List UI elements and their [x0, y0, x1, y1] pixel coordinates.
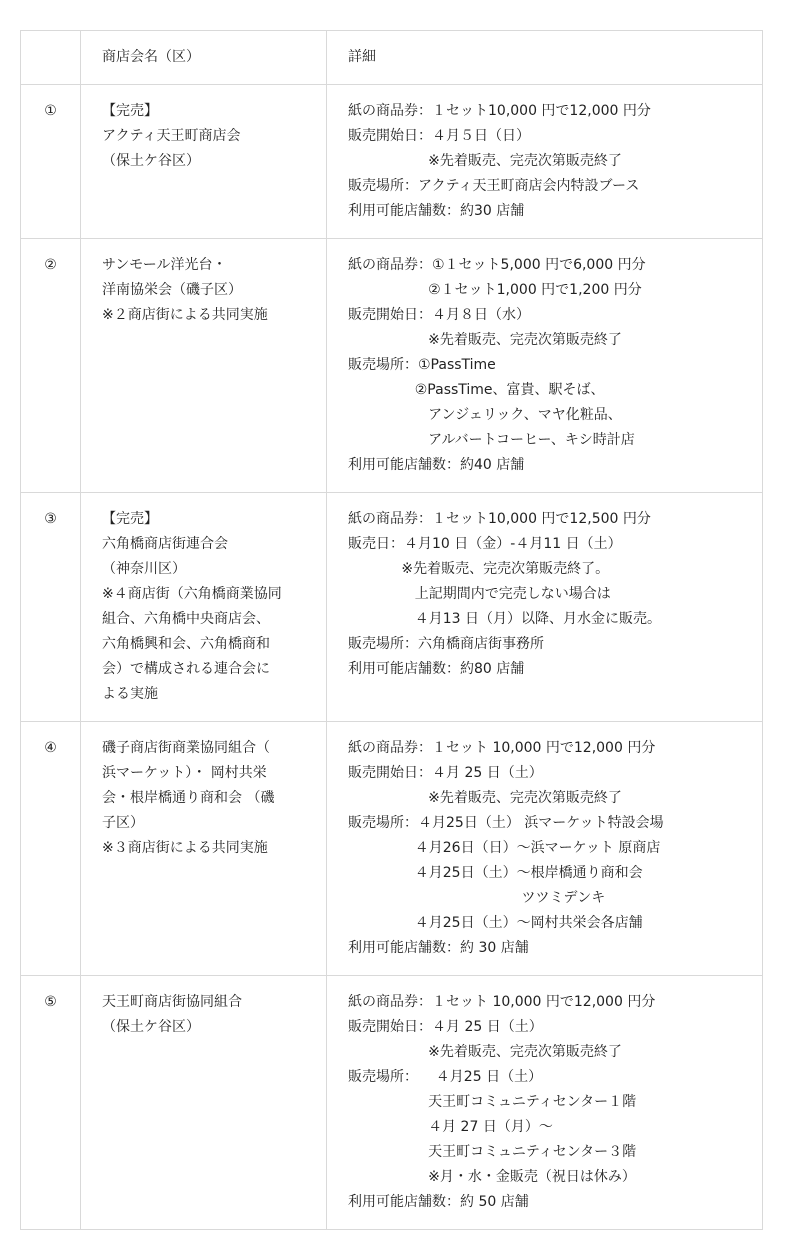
row-name-lines	[81, 976, 326, 1040]
header-blank-cell	[21, 31, 81, 85]
detail-line: 販売開始日：４月 25 日（土）	[348, 765, 543, 781]
shop-name-line: よる実施	[102, 686, 158, 702]
detail-line: ４月26日（日）～浜マーケット 原商店	[348, 840, 661, 856]
detail-line: ４月 27 日（月）～	[348, 1119, 553, 1135]
row-detail-lines	[327, 85, 762, 224]
shop-name-line: サンモール洋光台・	[102, 257, 227, 273]
shop-name-line: 六角橋興和会、六角橋商和	[102, 636, 270, 652]
row-detail-lines	[327, 722, 762, 961]
row-detail-cell	[327, 493, 763, 722]
detail-line: 紙の商品券：１セット 10,000 円で12,000 円分	[348, 994, 656, 1010]
row-number-cell	[21, 85, 81, 239]
shop-name-line: 【完売】	[102, 511, 158, 527]
detail-line: ※先着販売、完売次第販売終了	[348, 790, 622, 806]
row-detail-cell	[327, 85, 763, 239]
detail-line: ②PassTime、富貴、駅そば、	[348, 382, 605, 398]
detail-line: 利用可能店舗数：約30 店舗	[348, 203, 525, 219]
header-name-label: 商店会名（区）	[102, 49, 200, 65]
detail-line: 利用可能店舗数：約 50 店舗	[348, 1194, 529, 1210]
row-name-cell	[81, 976, 327, 1230]
shop-name-line: （神奈川区）	[102, 561, 186, 577]
row-detail-lines	[327, 493, 762, 682]
detail-line: アルバートコーヒー、キシ時計店	[348, 432, 635, 448]
detail-line: ４月25日（土）～根岸橋通り商和会	[348, 865, 643, 881]
detail-line: ４月13 日（月）以降、月水金に販売。	[348, 611, 662, 627]
shop-name-line: 磯子商店街商業協同組合（	[102, 740, 270, 756]
shopping-street-table	[20, 30, 763, 1230]
table-row	[21, 976, 763, 1230]
header-detail-label: 詳細	[348, 49, 376, 65]
row-name-cell	[81, 722, 327, 976]
table-row	[21, 239, 763, 493]
detail-line: 販売日：４月10 日（金）-４月11 日（土）	[348, 536, 622, 552]
row-name-lines	[81, 239, 326, 328]
row-name-lines	[81, 722, 326, 861]
detail-line: 販売場所：六角橋商店街事務所	[348, 636, 544, 652]
row-detail-cell	[327, 722, 763, 976]
shop-name-line: 組合、六角橋中央商店会、	[102, 611, 270, 627]
table-row	[21, 722, 763, 976]
row-number-cell	[21, 239, 81, 493]
row-number-cell	[21, 722, 81, 976]
row-number: ③	[44, 511, 57, 527]
row-number: ④	[44, 740, 57, 756]
table-row	[21, 85, 763, 239]
shop-name-line: 会・根岸橋通り商和会 （磯	[102, 790, 275, 806]
detail-line: ②１セット1,000 円で1,200 円分	[348, 282, 642, 298]
shop-name-line: ※４商店街（六角橋商業協同	[102, 586, 282, 602]
header-detail-cell	[327, 31, 763, 85]
detail-line: 紙の商品券：１セット10,000 円で12,500 円分	[348, 511, 651, 527]
shop-name-line: ※２商店街による共同実施	[102, 307, 268, 323]
shop-name-line: 天王町商店街協同組合	[102, 994, 242, 1010]
shop-name-line: 子区）	[102, 815, 144, 831]
detail-line: アンジェリック、マヤ化粧品、	[348, 407, 622, 423]
detail-line: 販売開始日：４月 25 日（土）	[348, 1019, 543, 1035]
table-header-row	[21, 31, 763, 85]
detail-line: ※先着販売、完売次第販売終了	[348, 153, 622, 169]
row-name-lines	[81, 493, 326, 707]
shop-name-line: 洋南協栄会（磯子区）	[102, 282, 242, 298]
detail-line: 販売場所：４月25日（土） 浜マーケット特設会場	[348, 815, 664, 831]
row-number: ②	[44, 257, 57, 273]
row-detail-lines	[327, 239, 762, 478]
shop-name-line: ※３商店街による共同実施	[102, 840, 268, 856]
detail-line: ツツミデンキ	[348, 890, 606, 906]
detail-line: ※先着販売、完売次第販売終了。	[348, 561, 610, 577]
header-name-cell	[81, 31, 327, 85]
row-detail-cell	[327, 239, 763, 493]
detail-line: 紙の商品券：１セット 10,000 円で12,000 円分	[348, 740, 656, 756]
shop-name-line: （保土ケ谷区）	[102, 1019, 200, 1035]
detail-line: 紙の商品券：①１セット5,000 円で6,000 円分	[348, 257, 646, 273]
shop-name-line: 浜マーケット）・ 岡村共栄	[102, 765, 267, 781]
detail-line: ※先着販売、完売次第販売終了	[348, 1044, 622, 1060]
row-number-cell	[21, 493, 81, 722]
shop-name-line: （保土ケ谷区）	[102, 153, 200, 169]
shop-name-line: 【完売】	[102, 103, 158, 119]
detail-line: 販売開始日：４月５日（日）	[348, 128, 530, 144]
detail-line: 天王町コミュニティセンター１階	[348, 1094, 637, 1110]
detail-line: 紙の商品券：１セット10,000 円で12,000 円分	[348, 103, 651, 119]
detail-line: ※月・水・金販売（祝日は休み）	[348, 1169, 636, 1185]
row-name-lines	[81, 85, 326, 174]
row-number: ①	[44, 103, 57, 119]
row-detail-lines	[327, 976, 762, 1215]
row-name-cell	[81, 85, 327, 239]
detail-line: 販売場所： ４月25 日（土）	[348, 1069, 543, 1085]
row-name-cell	[81, 239, 327, 493]
row-number: ⑤	[44, 994, 57, 1010]
table-row	[21, 493, 763, 722]
row-name-cell	[81, 493, 327, 722]
row-number-cell	[21, 976, 81, 1230]
detail-line: ※先着販売、完売次第販売終了	[348, 332, 622, 348]
detail-line: 利用可能店舗数：約 30 店舗	[348, 940, 529, 956]
detail-line: 天王町コミュニティセンター３階	[348, 1144, 637, 1160]
detail-line: 販売場所：アクティ天王町商店会内特設ブース	[348, 178, 640, 194]
detail-line: 利用可能店舗数：約40 店舗	[348, 457, 525, 473]
detail-line: 利用可能店舗数：約80 店舗	[348, 661, 525, 677]
shop-name-line: 六角橋商店街連合会	[102, 536, 228, 552]
shop-name-line: アクティ天王町商店会	[102, 128, 241, 144]
shop-name-line: 会）で構成される連合会に	[102, 661, 270, 677]
row-detail-cell	[327, 976, 763, 1230]
detail-line: 販売開始日：４月８日（水）	[348, 307, 530, 323]
detail-line: 販売場所：①PassTime	[348, 357, 496, 373]
detail-line: ４月25日（土）～岡村共栄会各店舗	[348, 915, 643, 931]
detail-line: 上記期間内で完売しない場合は	[348, 586, 611, 602]
